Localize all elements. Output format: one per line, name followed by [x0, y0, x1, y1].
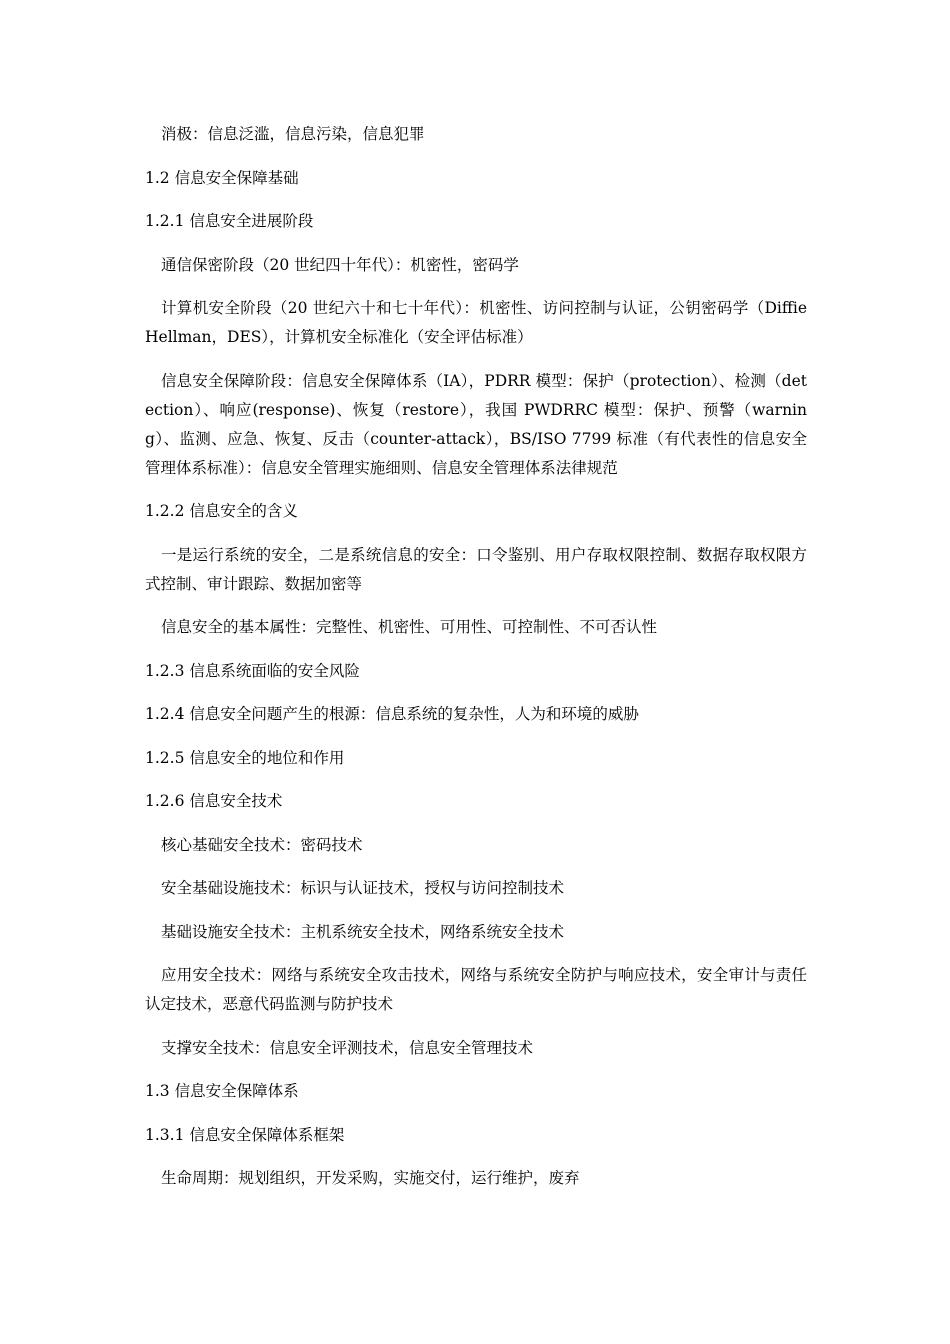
- paragraph-information-assurance: 信息安全保障阶段：信息安全保障体系（IA），PDRR 模型：保护（protection）、检测（detection）、响应(response)、恢复（restore），我国 PWDRRC 模型：保护、预警（warning）、监测、应急、恢复、反击（counter-attack），BS/ISO 7799 标准（有代表性的信息安全管理体系标准）：信息安全管理实施细则、信息安全管理体系法律规范: [145, 371, 807, 477]
- paragraph-basic-attributes: 信息安全的基本属性：完整性、机密性、可用性、可控制性、不可否认性: [161, 618, 658, 636]
- paragraph-infrastructure-technology: 安全基础设施技术：标识与认证技术，授权与访问控制技术: [161, 879, 565, 897]
- document-body: [145, 120, 807, 1208]
- section-heading-1-2-3: 1.2.3 信息系统面临的安全风险: [145, 661, 360, 680]
- paragraph-computer-security: 计算机安全阶段（20 世纪六十和七十年代）：机密性、访问控制与认证，公钥密码学（Diffie Hellman，DES），计算机安全标准化（安全评估标准）: [145, 299, 807, 346]
- section-heading-1-3-1: 1.3.1 信息安全保障体系框架: [145, 1125, 345, 1144]
- section-heading-1-2-1: 1.2.1 信息安全进展阶段: [145, 212, 314, 230]
- paragraph-security-meaning: 一是运行系统的安全，二是系统信息的安全：口令鉴别、用户存取权限控制、数据存取权限方式控制、审计跟踪、数据加密等: [145, 545, 807, 593]
- section-heading-1-2-6: 1.2.6 信息安全技术: [145, 792, 283, 810]
- paragraph-negative-effects: 消极：信息泛滥，信息污染，信息犯罪: [161, 125, 425, 143]
- paragraph-facility-security: 基础设施安全技术：主机系统安全技术，网络系统安全技术: [161, 922, 565, 941]
- section-heading-1-2-2: 1.2.2 信息安全的含义: [145, 502, 298, 520]
- section-heading-1-2-5: 1.2.5 信息安全的地位和作用: [145, 748, 345, 767]
- section-heading-1-2-4: 1.2.4 信息安全问题产生的根源：信息系统的复杂性，人为和环境的威胁: [145, 705, 639, 723]
- paragraph-application-security: 应用安全技术：网络与系统安全攻击技术，网络与系统安全防护与响应技术，安全审计与责任认定技术，恶意代码监测与防护技术: [145, 966, 807, 1013]
- section-heading-1-2: 1.2 信息安全保障基础: [145, 168, 299, 187]
- paragraph-life-cycle: 生命周期：规划组织，开发采购，实施交付，运行维护，废弃: [161, 1169, 580, 1187]
- paragraph-core-technology: 核心基础安全技术：密码技术: [161, 835, 363, 854]
- section-heading-1-3: 1.3 信息安全保障体系: [145, 1082, 299, 1100]
- paragraph-support-security: 支撑安全技术：信息安全评测技术，信息安全管理技术: [161, 1038, 534, 1057]
- paragraph-communication-secrecy: 通信保密阶段（20 世纪四十年代）：机密性，密码学: [161, 255, 519, 274]
